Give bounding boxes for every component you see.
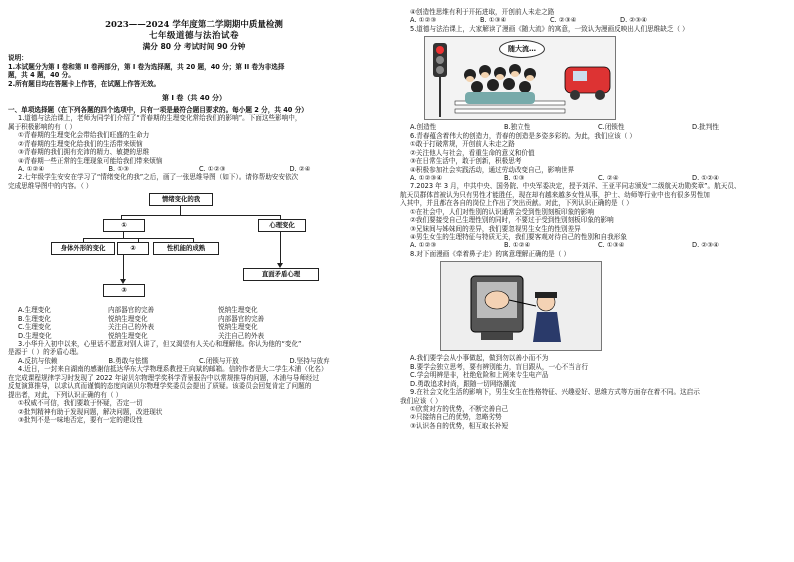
question-9 (400, 388, 786, 430)
q7-statement: ②我们要接受自己生理性别的同时，不要过于受到性别刻板印象的影响 (410, 216, 614, 225)
q6-statement: ③在日常生活中，敢于创新，积极思考 (410, 157, 522, 166)
exam-subtitle: 七年级道德与法治试卷 (148, 30, 239, 41)
q8-stem: 8.对下面漫画《牵着鼻子走》的寓意理解正确的是（ ） (410, 249, 571, 258)
q8-option-b[interactable]: B.要学会独立思考，要有辨别能力，盲目跟从，一心不当言行 (410, 362, 589, 371)
q4-option-b[interactable]: B. ①③④ (480, 16, 507, 25)
q4-statement: ①权威不可信，我们要敢于怀疑，否定一切 (18, 399, 143, 408)
q2-d-2: 悦纳生理变化 (108, 331, 148, 340)
q2-a-3: 悦纳生理变化 (218, 306, 258, 315)
q9-statement: ②只接纳自己的优势，忽略劣势 (410, 413, 502, 422)
section1-heading: 一、单项选择题（在下列各题的四个选项中，只有一项是最符合题目要求的。每小题 2 分，共 40 分） (8, 105, 308, 114)
q1-stem-b: 属于积极影响的有（ ） (8, 122, 77, 131)
q1-option-d[interactable]: D. ②④ (289, 164, 311, 173)
speech-bubble: 随大流… (499, 40, 545, 58)
q2-c-2: 关注自己的外表 (108, 323, 155, 332)
q2-d-3: 关注自己的外表 (218, 331, 265, 340)
q6-stem: 6.青春蕴含着伟大的创造力，青春的创造是多姿多彩的。为此，我们应该（ ） (410, 131, 636, 140)
q3-option-c[interactable]: C.闭锁与开放 (199, 356, 239, 365)
exam-title: 2023——2024 学年度第二学期期中质量检测 (105, 20, 283, 30)
q2-c-3: 悦纳生理变化 (218, 323, 258, 332)
question-7 (400, 182, 786, 250)
mind-map-diagram (60, 193, 343, 303)
q5-option-a[interactable]: A.创造性 (410, 123, 437, 132)
q4-statement: ②批判精神有助于发现问题，解决问题，改进现状 (18, 407, 163, 416)
part1-title: 第 I 卷（共 40 分） (161, 93, 227, 102)
q3-stem-b: 是源于（ ）的矛盾心理。 (8, 348, 83, 357)
q2-d-1: D.生理变化 (18, 331, 52, 340)
q6-statement: ②关注他人与社会，看重生命的意义和价值 (410, 148, 535, 157)
q4-options (400, 16, 786, 24)
q2-b-2: 悦纳生理变化 (108, 314, 148, 323)
q3-option-a[interactable]: A.反抗与依赖 (18, 356, 58, 365)
q9-stem: 9.在社会文化生活的影响下，男生女生在性格特征、兴趣爱好、思维方式等方面存在着不同。这启示 (410, 388, 700, 397)
mind-map-node-3: ③ (103, 284, 145, 297)
q7-option-d[interactable]: D. ②③④ (692, 241, 720, 250)
q7-options (400, 241, 786, 249)
q1-statement: ④青春期一些正常的生理现象可能给我们带来烦恼 (18, 156, 163, 165)
q9-statement: ③认识各自的优势，相互取长补短 (410, 421, 509, 430)
q2-stem: 2.七年级学生安安在学习了“情绪变化的我”之后，画了一张思维导图（如下）。请你帮助安安依次 (18, 173, 299, 182)
q7-stem: 7.2023 年 3 月，中共中央、国务院、中央军委决定，授予刘洋、王亚平同志颁发“二级航天功勋奖章”。航天员、 (410, 182, 741, 191)
q4-stem: 4.近日，一封来自湖南的感谢信抵达华东大学物理系教授王向斌的邮箱。信的作者是大二学生木浦（化名） (18, 365, 328, 374)
q2-option-a[interactable] (8, 306, 380, 314)
q1-option-b[interactable]: B. ①③ (108, 164, 130, 173)
mind-map-body: 身体外形的变化 (51, 242, 115, 255)
q7-option-b[interactable]: B. ①②④ (504, 241, 531, 250)
right-column (400, 8, 786, 430)
q2-a-1: A.生理变化 (18, 306, 51, 315)
q2-a-2: 内部器官的完善 (108, 306, 155, 315)
q2-option-c[interactable] (8, 323, 380, 331)
q4-stem-e: 提出者，对此，下列认识正确的有（ ） (8, 390, 123, 399)
q8-option-d[interactable]: D.勇敢追求时尚，跟随一切网络潮流 (410, 379, 517, 388)
q2-c-1: C.生理变化 (18, 323, 52, 332)
q1-option-a[interactable]: A. ①②④ (18, 164, 45, 173)
q2-option-d[interactable] (8, 332, 380, 340)
q8-option-a[interactable]: A.我们要学会从小事做起，做到勿以善小而不为 (410, 354, 549, 363)
q7-stem-b: 航天员群体首被认为只有男性才能胜任，现在却有越来越多女性从事，护士、幼师等行业中也有很多男性加 (400, 190, 710, 199)
q4-stem-b: 在完成课程规律学习时发现了 2022 年诺贝尔物理学奖科学背景报告中以常规推导的问题，木浦与导师经过 (8, 373, 320, 382)
q4-option-a[interactable]: A. ①②③ (410, 16, 437, 25)
q5-option-c[interactable]: C.闭锁性 (598, 123, 625, 132)
question-8 (400, 250, 786, 388)
question-1 (8, 114, 380, 173)
q5-stem: 5.道德与法治课上，大家解读了漫画《随大流》的寓意，一致认为漫画反映出人们思维缺乏（ ） (410, 24, 689, 33)
q7-statement: ④男生女生的生理特征与特质无关，我们要客观对待自己的性别和自我形象 (410, 233, 627, 241)
mind-map-sex: 性机能的成熟 (153, 242, 219, 255)
q6-statement: ①敢于打破常规，开创前人未走之路 (410, 140, 515, 149)
q1-statement: ②青春期的生理变化给我们的生活带来烦恼 (18, 139, 143, 148)
q6-option-d[interactable]: D. ①②④ (692, 173, 720, 182)
q2-b-1: B.生理变化 (18, 314, 51, 323)
mind-map-face: 直面矛盾心理 (243, 268, 319, 281)
q4-option-c[interactable]: C. ②③④ (550, 16, 577, 25)
question-3 (8, 340, 380, 365)
question-2 (8, 173, 380, 340)
q4-statement: ④创造性思维有利于开拓进取，开创前人未走之路 (410, 8, 555, 16)
q1-statement: ①青春期的生理变化会带给我们旺盛的生命力 (18, 131, 150, 140)
mind-map-node-2: ② (117, 242, 149, 255)
crowd-cartoon (424, 36, 616, 120)
q6-option-a[interactable]: A. ①②③④ (410, 173, 443, 182)
q1-stem: 1.道德与法治课上，老师为同学们介绍了“青春期的生理变化常给我们的影响”。下面这些影响中， (18, 114, 302, 123)
q5-option-b[interactable]: B.独立性 (504, 123, 531, 132)
q4-option-d[interactable]: D. ②③④ (620, 16, 648, 25)
question-6 (400, 132, 786, 183)
q5-options (400, 123, 786, 131)
q9-stem-b: 我们应该（ ） (400, 396, 442, 405)
mind-map-psych: 心理变化 (258, 219, 306, 232)
nose-led-cartoon (440, 261, 602, 351)
instructions-heading: 说明： (8, 54, 28, 63)
q1-statement: ③青春期的我们拥有充沛的精力、敏捷的思维 (18, 148, 150, 157)
nose-led-cartoon-drawing (441, 262, 601, 350)
q3-option-b[interactable]: B.勇敢与怯懦 (108, 356, 149, 365)
q7-statement: ③兄妹间与姊妹间的差异，我们要忽视男生女生的性别差异 (410, 224, 581, 233)
q2-b-3: 内部器官的完善 (218, 314, 265, 323)
score-time: 满分 80 分 考试时间 90 分钟 (142, 41, 246, 51)
q7-statement: ①在社会中，人们对性别的认识通常会受到性别刻板印象的影响 (410, 207, 594, 216)
q5-option-d[interactable]: D.批判性 (692, 123, 719, 132)
q3-option-d[interactable]: D.坚持与放弃 (289, 356, 330, 365)
left-column (8, 20, 380, 424)
q3-stem: 3.小华升入初中以来，心里话不愿意对别人讲了，但又渴望有人关心和理解他。你认为他的“变化” (18, 340, 302, 349)
q7-option-a[interactable]: A. ①②③ (410, 241, 437, 250)
instruction-1a: 1.本试题分为第 I 卷和第 II 卷两部分，第 I 卷为选择题，共 20 题，40 分；第 II 卷为非选择 (8, 62, 285, 71)
instruction-2: 2.所有题目均在答题卡上作答，在试题上作答无效。 (8, 79, 161, 88)
mind-map-root: 情绪变化的我 (149, 193, 213, 206)
q4-statement: ③批判不是一味地否定，要有一定的建设性 (18, 415, 143, 424)
q6-option-b[interactable]: B. ①③ (504, 173, 525, 182)
q7-stem-c: 入其中，并且都在各自的岗位上作出了突出贡献。对此，下列认识正确的是（ ） (400, 199, 633, 208)
q6-statement: ④积极参加社会实践活动，通过劳动改变自己，影响世界 (410, 165, 575, 174)
q8-option-c[interactable]: C.学会明辨是非，杜绝危险和上网来专生电产品 (410, 371, 549, 380)
instruction-1b: 题，共 4 题，40 分。 (8, 71, 75, 80)
q2-option-b[interactable] (8, 315, 380, 323)
q9-statement: ①欣赏对方的优势，不断完善自己 (410, 404, 509, 413)
q2-stem-b: 完成思维导图中的内容。（ ） (8, 181, 93, 190)
mind-map-node-1: ① (103, 219, 145, 232)
q1-option-c[interactable]: C. ①②③ (199, 164, 226, 173)
q4-stem-c: 反复演算推导，以求认真而谨慎的态度向诺贝尔物理学奖委员会提出了质疑。该委员会回复肯定了问题的 (8, 382, 312, 391)
q7-option-c[interactable]: C. ①③④ (598, 241, 625, 250)
question-4 (8, 365, 380, 424)
q6-option-c[interactable]: C. ②④ (598, 173, 619, 182)
question-5 (400, 25, 786, 132)
